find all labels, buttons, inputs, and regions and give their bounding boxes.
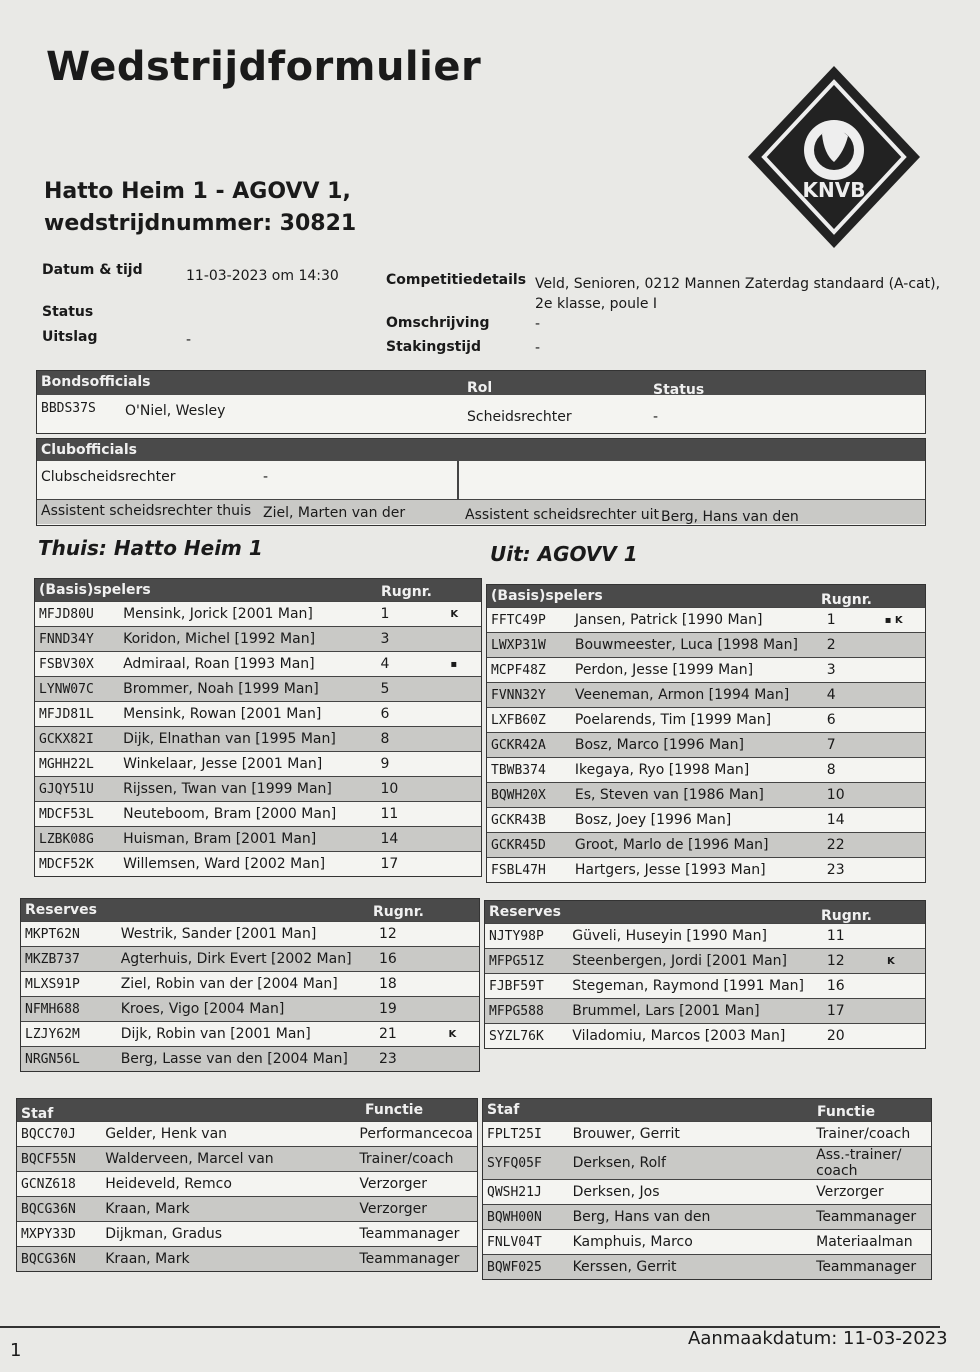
cell-name: Derksen, Rolf: [569, 1147, 813, 1180]
cell-name: Mensink, Rowan [2001 Man]: [119, 702, 376, 727]
cell-code: MLXS91P: [21, 972, 117, 997]
page-number: 1: [10, 1340, 22, 1361]
stakingstijd-value: -: [535, 340, 541, 356]
cell-code: MFJD80U: [35, 602, 119, 627]
cell-mark: [883, 924, 925, 949]
cell-mark: [445, 997, 479, 1022]
cell-code: LZBK08G: [35, 827, 119, 852]
table-row: [17, 1247, 477, 1272]
cell-func: Trainer/coach: [355, 1147, 477, 1172]
cell-code: FJBF59T: [485, 974, 568, 999]
away-reserves-table: [484, 900, 926, 1049]
cell-mark: [881, 808, 925, 833]
table-row: [487, 758, 925, 783]
cell-code: MFPG51Z: [485, 949, 568, 974]
home-players-header: (Basis)spelers Rugnr.: [35, 579, 481, 601]
creation-date: Aanmaakdatum: 11-03-2023: [688, 1328, 948, 1349]
cell-code: LXFB60Z: [487, 708, 571, 733]
cell-mark: [881, 708, 925, 733]
cell-num: 12: [375, 922, 445, 947]
table-row: [35, 652, 481, 677]
datum-value: 11-03-2023 om 14:30: [186, 268, 339, 284]
cell-code: FFTC49P: [487, 608, 571, 633]
cell-mark: [446, 777, 481, 802]
cell-code: QWSH21J: [483, 1180, 569, 1205]
cell-name: Hartgers, Jesse [1993 Man]: [571, 858, 823, 883]
cell-mark: [881, 733, 925, 758]
cell-name: Steenbergen, Jordi [2001 Man]: [568, 949, 823, 974]
cell-name: Brommer, Noah [1999 Man]: [119, 677, 376, 702]
table-row: [487, 708, 925, 733]
table-row: [35, 702, 481, 727]
cell-num: 7: [823, 733, 881, 758]
cell-mark: [445, 947, 479, 972]
cell-mark: [881, 758, 925, 783]
cell-name: Neuteboom, Bram [2000 Man]: [119, 802, 376, 827]
cell-name: Veeneman, Armon [1994 Man]: [571, 683, 823, 708]
omschrijving-label: Omschrijving: [386, 315, 490, 331]
clubofficials-body: [37, 461, 925, 523]
comp-value-1: Veld, Senioren, 0212 Mannen Zaterdag standaard (A-cat),: [535, 276, 941, 292]
stakingstijd-label: Stakingstijd: [386, 339, 481, 355]
cell-mark: ▪ K: [881, 608, 925, 633]
cell-code: MFPG588: [485, 999, 568, 1024]
cell-num: 19: [375, 997, 445, 1022]
cell-name: Willemsen, Ward [2002 Man]: [119, 852, 376, 877]
cell-mark: [881, 858, 925, 883]
cell-name: Kroes, Vigo [2004 Man]: [117, 997, 375, 1022]
table-row: [487, 833, 925, 858]
cell-num: 23: [823, 858, 881, 883]
cell-code: GCKR45D: [487, 833, 571, 858]
cell-num: 3: [823, 658, 881, 683]
cell-num: 8: [376, 727, 446, 752]
table-row: [485, 949, 925, 974]
table-row: [487, 808, 925, 833]
table-row: [17, 1147, 477, 1172]
home-reserves-table: [20, 898, 480, 1072]
cell-code: FNND34Y: [35, 627, 119, 652]
cell-name: Bosz, Marco [1996 Man]: [571, 733, 823, 758]
table-row: [487, 733, 925, 758]
table-row: [21, 1047, 479, 1072]
cell-mark: [446, 702, 481, 727]
clubscheidsrechter-value: -: [263, 469, 269, 485]
cell-name: Stegeman, Raymond [1991 Man]: [568, 974, 823, 999]
cell-code: MCPF48Z: [487, 658, 571, 683]
cell-code: LWXP31W: [487, 633, 571, 658]
cell-mark: [881, 783, 925, 808]
cell-func: Performancecoa: [355, 1122, 477, 1147]
cell-num: 17: [376, 852, 446, 877]
table-row: [487, 658, 925, 683]
cell-name: Derksen, Jos: [569, 1180, 813, 1205]
cell-name: Kerssen, Gerrit: [569, 1255, 813, 1280]
comp-label: Competitiedetails: [386, 272, 527, 288]
table-row: [35, 752, 481, 777]
cell-num: 1: [823, 608, 881, 633]
cell-num: 14: [376, 827, 446, 852]
table-row: [21, 972, 479, 997]
cell-func: Verzorger: [355, 1172, 477, 1197]
cell-name: Dijkman, Gradus: [101, 1222, 355, 1247]
bondsofficials-table: [36, 370, 926, 434]
cell-code: GCNZ618: [17, 1172, 101, 1197]
cell-code: TBWB374: [487, 758, 571, 783]
cell-name: Rijssen, Twan van [1999 Man]: [119, 777, 376, 802]
cell-code: FSBL47H: [487, 858, 571, 883]
cell-code: BQCG36N: [17, 1197, 101, 1222]
cell-name: Bosz, Joey [1996 Man]: [571, 808, 823, 833]
cell-code: FNLV04T: [483, 1230, 569, 1255]
bondsofficials-header: Bondsofficials Rol Status: [37, 371, 925, 395]
cell-func: Teammanager: [812, 1255, 931, 1280]
cell-name: Westrik, Sander [2001 Man]: [117, 922, 375, 947]
table-row: [485, 1024, 925, 1049]
table-row: [17, 1122, 477, 1147]
cell-code: FVNN32Y: [487, 683, 571, 708]
cell-mark: [881, 633, 925, 658]
cell-num: 3: [376, 627, 446, 652]
page-title: Wedstrijdformulier: [46, 44, 482, 90]
cell-mark: [445, 972, 479, 997]
cell-name: Admiraal, Roan [1993 Man]: [119, 652, 376, 677]
cell-num: 10: [376, 777, 446, 802]
cell-name: Kraan, Mark: [101, 1247, 355, 1272]
cell-num: 11: [376, 802, 446, 827]
cell-func: Teammanager: [812, 1205, 931, 1230]
table-row: [483, 1147, 931, 1180]
cell-code: BQWH20X: [487, 783, 571, 808]
cell-name: Heideveld, Remco: [101, 1172, 355, 1197]
table-row: [487, 633, 925, 658]
cell-func: Teammanager: [355, 1222, 477, 1247]
cell-num: 12: [823, 949, 883, 974]
cell-mark: [446, 752, 481, 777]
match-teams: Hatto Heim 1 - AGOVV 1,: [44, 179, 351, 204]
cell-num: 1: [376, 602, 446, 627]
table-row: [483, 1122, 931, 1147]
clubscheidsrechter-label: Clubscheidsrechter: [41, 469, 176, 485]
cell-mark: [883, 999, 925, 1024]
cell-num: 23: [375, 1047, 445, 1072]
bondsofficial-row: BBDS37S O'Niel, Wesley Scheidsrechter -: [41, 401, 659, 425]
cell-name: Mensink, Jorick [2001 Man]: [119, 602, 376, 627]
table-row: [487, 683, 925, 708]
cell-code: FSBV30X: [35, 652, 119, 677]
logo-text: KNVB: [802, 178, 866, 202]
cell-num: 20: [823, 1024, 883, 1049]
cell-num: 4: [823, 683, 881, 708]
table-row: [35, 827, 481, 852]
cell-name: Agterhuis, Dirk Evert [2002 Man]: [117, 947, 375, 972]
cell-code: BQCG36N: [17, 1247, 101, 1272]
cell-name: Ikegaya, Ryo [1998 Man]: [571, 758, 823, 783]
away-players-header: (Basis)spelers Rugnr.: [487, 585, 925, 607]
table-row: [35, 777, 481, 802]
cell-code: MKZB737: [21, 947, 117, 972]
cell-mark: [881, 658, 925, 683]
assistent-uit-value: Berg, Hans van den: [661, 509, 799, 525]
assistent-uit-label: Assistent scheidsrechter uit: [465, 507, 660, 523]
table-row: [21, 997, 479, 1022]
cell-mark: [445, 1047, 479, 1072]
table-row: [21, 1022, 479, 1047]
cell-code: MFJD81L: [35, 702, 119, 727]
cell-name: Brummel, Lars [2001 Man]: [568, 999, 823, 1024]
table-row: [487, 608, 925, 633]
away-staf-header: Staf Functie: [483, 1099, 931, 1121]
table-row: [483, 1230, 931, 1255]
cell-code: SYFQ05F: [483, 1147, 569, 1180]
cell-num: 8: [823, 758, 881, 783]
cell-name: Brouwer, Gerrit: [569, 1122, 813, 1147]
cell-code: BQWF025: [483, 1255, 569, 1280]
cell-mark: K: [445, 1022, 479, 1047]
cell-mark: K: [446, 602, 481, 627]
table-row: [35, 677, 481, 702]
table-row: [35, 852, 481, 877]
cell-code: LYNW07C: [35, 677, 119, 702]
cell-func: Ass.-trainer/ coach: [812, 1147, 931, 1180]
cell-mark: [446, 727, 481, 752]
table-row: [483, 1180, 931, 1205]
cell-code: NFMH688: [21, 997, 117, 1022]
table-row: [483, 1255, 931, 1280]
table-row: [17, 1222, 477, 1247]
cell-code: NJTY98P: [485, 924, 568, 949]
cell-code: MGHH22L: [35, 752, 119, 777]
cell-num: 6: [823, 708, 881, 733]
cell-code: FPLT25I: [483, 1122, 569, 1147]
cell-code: NRGN56L: [21, 1047, 117, 1072]
cell-mark: [446, 677, 481, 702]
cell-name: Poelarends, Tim [1999 Man]: [571, 708, 823, 733]
cell-name: Es, Steven van [1986 Man]: [571, 783, 823, 808]
away-staf-table: [482, 1098, 932, 1280]
cell-func: Verzorger: [355, 1197, 477, 1222]
cell-mark: ▪: [446, 652, 481, 677]
match-heading: [44, 176, 356, 240]
cell-name: Walderveen, Marcel van: [101, 1147, 355, 1172]
cell-name: Gelder, Henk van: [101, 1122, 355, 1147]
table-row: [483, 1205, 931, 1230]
table-row: [35, 602, 481, 627]
cell-code: MXPY33D: [17, 1222, 101, 1247]
cell-num: 2: [823, 633, 881, 658]
cell-num: 5: [376, 677, 446, 702]
cell-name: Jansen, Patrick [1990 Man]: [571, 608, 823, 633]
cell-num: 22: [823, 833, 881, 858]
cell-num: 11: [823, 924, 883, 949]
cell-mark: [446, 827, 481, 852]
cell-code: MDCF52K: [35, 852, 119, 877]
cell-mark: [446, 852, 481, 877]
cell-num: 6: [376, 702, 446, 727]
cell-name: Huisman, Bram [2001 Man]: [119, 827, 376, 852]
cell-code: BQCC70J: [17, 1122, 101, 1147]
cell-name: Kamphuis, Marco: [569, 1230, 813, 1255]
cell-name: Dijk, Robin van [2001 Man]: [117, 1022, 375, 1047]
cell-code: GCKR42A: [487, 733, 571, 758]
table-row: [17, 1197, 477, 1222]
cell-name: Ziel, Robin van der [2004 Man]: [117, 972, 375, 997]
table-row: [487, 858, 925, 883]
cell-code: BQCF55N: [17, 1147, 101, 1172]
table-row: [21, 947, 479, 972]
cell-name: Perdon, Jesse [1999 Man]: [571, 658, 823, 683]
cell-mark: [446, 802, 481, 827]
cell-mark: [883, 1024, 925, 1049]
cell-mark: [445, 922, 479, 947]
cell-num: 14: [823, 808, 881, 833]
omschrijving-value: -: [535, 316, 541, 332]
away-reserves-header: Reserves Rugnr.: [485, 901, 925, 923]
table-row: [485, 999, 925, 1024]
cell-func: Trainer/coach: [812, 1122, 931, 1147]
uitslag-label: Uitslag: [42, 329, 98, 345]
datum-label: Datum & tijd: [42, 262, 143, 278]
cell-name: Güveli, Huseyin [1990 Man]: [568, 924, 823, 949]
home-reserves-header: Reserves Rugnr.: [21, 899, 479, 921]
cell-mark: [881, 833, 925, 858]
cell-name: Winkelaar, Jesse [2001 Man]: [119, 752, 376, 777]
cell-func: Teammanager: [355, 1247, 477, 1272]
assistent-thuis-label: Assistent scheidsrechter thuis: [41, 503, 252, 519]
cell-code: GJQY51U: [35, 777, 119, 802]
cell-mark: [883, 974, 925, 999]
cell-name: Groot, Marlo de [1996 Man]: [571, 833, 823, 858]
cell-num: 17: [823, 999, 883, 1024]
table-row: [35, 627, 481, 652]
cell-func: Verzorger: [812, 1180, 931, 1205]
cell-mark: K: [883, 949, 925, 974]
cell-num: 10: [823, 783, 881, 808]
table-row: [35, 802, 481, 827]
uitslag-value: -: [186, 332, 192, 348]
cell-code: GCKX82I: [35, 727, 119, 752]
home-players-table: [34, 578, 482, 877]
cell-code: GCKR43B: [487, 808, 571, 833]
away-players-table: [486, 584, 926, 883]
table-row: [21, 922, 479, 947]
table-row: [35, 727, 481, 752]
clubofficials-header: Clubofficials: [37, 439, 925, 461]
cell-code: SYZL76K: [485, 1024, 568, 1049]
clubofficials-table: [36, 438, 926, 526]
table-row: [487, 783, 925, 808]
cell-name: Kraan, Mark: [101, 1197, 355, 1222]
status-label: Status: [42, 304, 94, 320]
cell-num: 4: [376, 652, 446, 677]
cell-mark: [881, 683, 925, 708]
match-number: wedstrijdnummer: 30821: [44, 211, 357, 236]
cell-num: 9: [376, 752, 446, 777]
cell-code: MKPT62N: [21, 922, 117, 947]
cell-num: 18: [375, 972, 445, 997]
home-staf-header: Staf Functie: [17, 1099, 477, 1121]
home-staf-table: [16, 1098, 478, 1272]
table-row: [17, 1172, 477, 1197]
cell-name: Koridon, Michel [1992 Man]: [119, 627, 376, 652]
cell-name: Viladomiu, Marcos [2003 Man]: [568, 1024, 823, 1049]
cell-name: Berg, Hans van den: [569, 1205, 813, 1230]
cell-name: Berg, Lasse van den [2004 Man]: [117, 1047, 375, 1072]
comp-value-2: 2e klasse, poule I: [535, 296, 658, 312]
cell-mark: [446, 627, 481, 652]
home-team-title: Thuis: Hatto Heim 1: [38, 536, 263, 560]
cell-name: Dijk, Elnathan van [1995 Man]: [119, 727, 376, 752]
assistent-thuis-value: Ziel, Marten van der: [263, 505, 406, 521]
cell-code: BQWH00N: [483, 1205, 569, 1230]
cell-num: 16: [375, 947, 445, 972]
table-row: [485, 974, 925, 999]
table-row: [485, 924, 925, 949]
cell-name: Bouwmeester, Luca [1998 Man]: [571, 633, 823, 658]
away-team-title: Uit: AGOVV 1: [490, 542, 638, 566]
cell-code: LZJY62M: [21, 1022, 117, 1047]
cell-func: Materiaalman: [812, 1230, 931, 1255]
cell-num: 16: [823, 974, 883, 999]
cell-code: MDCF53L: [35, 802, 119, 827]
knvb-logo-icon: [744, 62, 924, 252]
cell-num: 21: [375, 1022, 445, 1047]
